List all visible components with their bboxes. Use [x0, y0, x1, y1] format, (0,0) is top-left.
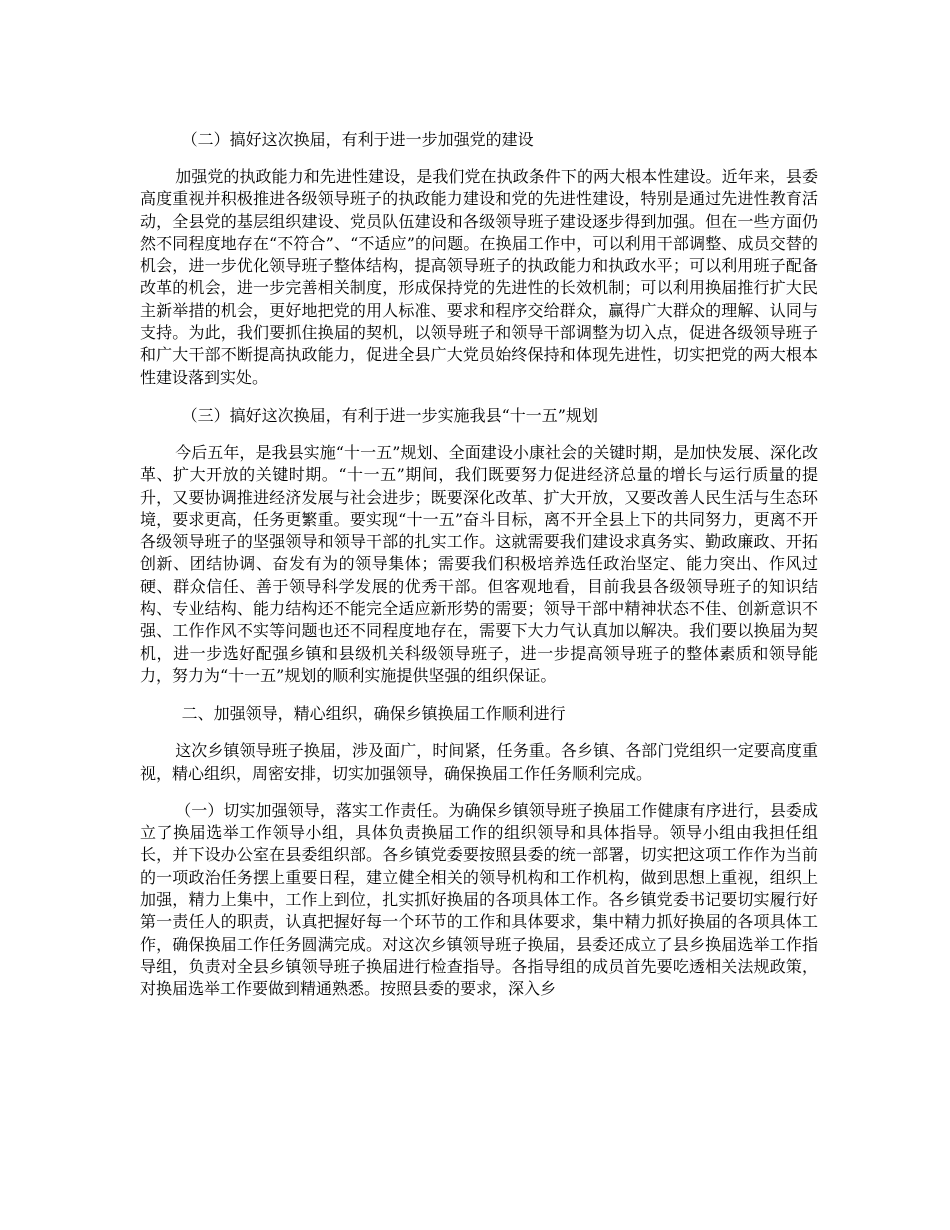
- document-page: [140, 128, 818, 1001]
- section-3-body: 今后五年，是我县实施“十一五”规划、全面建设小康社会的关键时期，是加快发展、深化改革、扩大开放的关键时期。“十一五”期间，我们既要努力促进经济总量的增长与运行质量的提升，又要协调推进经济发展与社会进步；既要深化改革、扩大开放，又要改善人民生活与生态环境，要求更高，任务更繁重。要实现“十一五”奋斗目标，离不开全县上下的共同努力，更离不开各级领导班子的坚强领导和领导干部的扎实工作。这就需要我们建设求真务实、勤政廉政、开拓创新、团结协调、奋发有为的领导集体；需要我们积极培养选任政治坚定、能力突出、作风过硬、群众信任、善于领导科学发展的优秀干部。但客观地看，目前我县各级领导班子的知识结构、专业结构、能力结构还不能完全适应新形势的需要；领导干部中精神状态不佳、创新意识不强、工作作风不实等问题也还不同程度地存在，需要下大力气认真加以解决。我们要以换届为契机，进一步选好配强乡镇和县级机关科级领导班子，进一步提高领导班子的整体素质和领导能力，努力为“十一五”规划的顺利实施提供坚强的组织保证。: [140, 442, 818, 685]
- part-2-intro: 这次乡镇领导班子换届，涉及面广，时间紧，任务重。各乡镇、各部门党组织一定要高度重视，精心组织，周密安排，切实加强领导，确保换届工作任务顺利完成。: [140, 741, 818, 783]
- section-2-heading: （二）搞好这次换届，有利于进一步加强党的建设: [181, 130, 534, 149]
- part-2-item-1: （一）切实加强领导，落实工作责任。为确保乡镇领导班子换届工作健康有序进行，县委成立了换届选举工作领导小组，具体负责换届工作的组织领导和具体指导。领导小组由我担任组长，并下设办公室在县委组织部。各乡镇党委要按照县委的统一部署，切实把这项工作作为当前的一项政治任务摆上重要日程，建立健全相关的领导机构和工作机构，做到思想上重视，组织上加强，精力上集中，工作上到位，扎实抓好换届的各项具体工作。各乡镇党委书记要切实履行好第一责任人的职责，认真把握好每一个环节的工作和具体要求，集中精力抓好换届的各项具体工作，确保换届工作任务圆满完成。对这次乡镇领导班子换届，县委还成立了县乡换届选举工作指导组，负责对全县乡镇领导班子换届进行检查指导。各指导组的成员首先要吃透相关法规政策，对换届选举工作要做到精通熟悉。按照县委的要求，深入乡: [140, 800, 818, 999]
- section-3-heading: （三）搞好这次换届，有利于进一步实施我县“十一五”规划: [181, 405, 598, 425]
- section-2-body: 加强党的执政能力和先进性建设，是我们党在执政条件下的两大根本性建设。近年来，县委高度重视并积极推进各级领导班子的执政能力建设和党的先进性建设，特别是通过先进性教育活动，全县党的基层组织建设、党员队伍建设和各级领导班子建设逐步得到加强。但在一些方面仍然不同程度地存在“不符合”、“不适应”的问题。在换届工作中，可以利用干部调整、成员交替的机会，进一步优化领导班子整体结构，提高领导班子的执政能力和执政水平；可以利用班子配备改革的机会，进一步完善相关制度，形成保持党的先进性的长效机制；可以利用换届推行扩大民主新举措的机会，更好地把党的用人标准、要求和程序交给群众，赢得广大群众的理解、认同与支持。为此，我们要抓住换届的契机，以领导班子和领导干部调整为切入点，促进各级领导班子和广大干部不断提高执政能力，促进全县广大党员始终保持和体现先进性，切实把党的两大根本性建设落到实处。: [140, 167, 818, 387]
- part-2-heading: 二、加强领导，精心组织，确保乡镇换届工作顺利进行: [181, 704, 566, 724]
